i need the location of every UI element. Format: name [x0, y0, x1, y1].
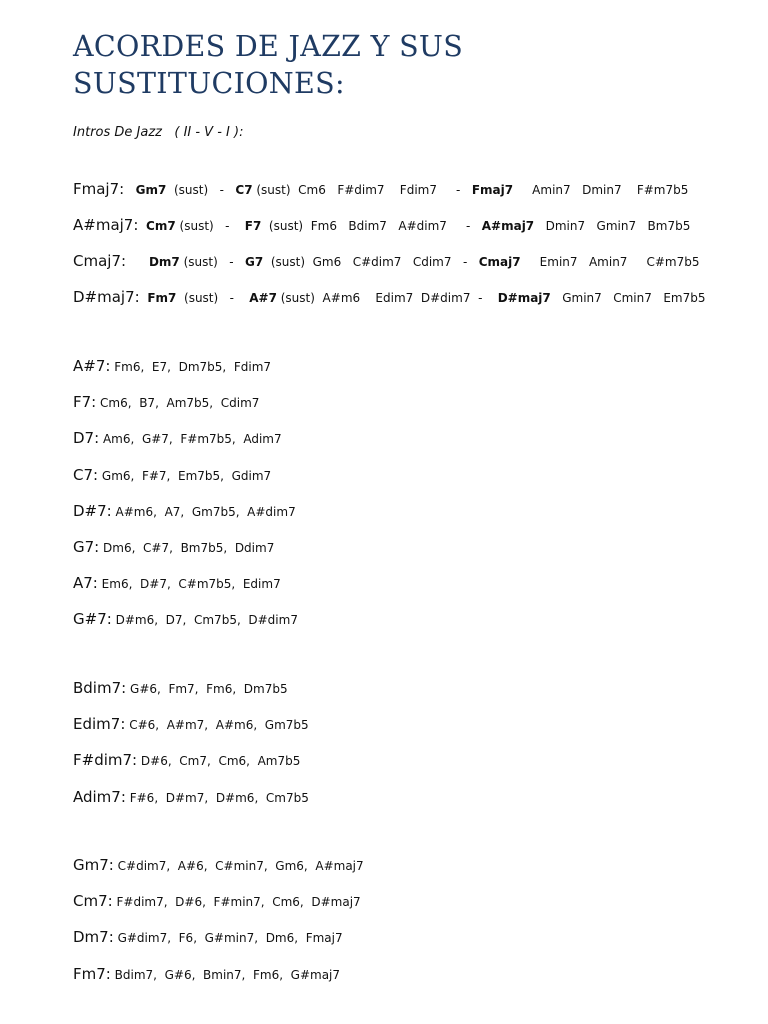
dominant-substitutions: Fm6, E7, Dm7b5, Fdim7: [110, 360, 272, 374]
intro-chord-bold: G7: [244, 255, 264, 269]
dominant-substitutions: Am6, G#7, F#m7b5, Adim7: [99, 432, 282, 447]
intro-chord-text: [126, 255, 149, 269]
dominant-substitutions: D#m6, D7, Cm7b5, D#dim7: [111, 613, 298, 628]
minor-key-chord: Cm7:: [73, 892, 113, 911]
page-title: ACORDES DE JAZZ Y SUS SUSTITUCIONES:: [73, 30, 464, 100]
intro-chord-text: Amin7 Dmin7 F#m7b5: [513, 183, 689, 197]
intro-chord-text: Emin7 Amin7 C#m7b5: [520, 255, 700, 269]
intro-key-chord: D#maj7:: [73, 288, 140, 306]
minor-key-chord: Dm7:: [73, 928, 114, 947]
minor-key-chord: Gm7:: [73, 856, 114, 874]
diminished-key-chord: Bdim7:: [73, 679, 127, 697]
dominant-line: [73, 393, 259, 411]
diminished-line: [73, 788, 309, 806]
minor-substitutions: C#dim7, A#6, C#min7, Gm6, A#maj7: [113, 859, 364, 873]
intro-chord-text: (sust) A#m6 Edim7 D#dim7 -: [276, 291, 498, 305]
intro-chord-bold: Dm7: [148, 255, 180, 269]
intro-chord-bold: Fm7: [147, 291, 177, 305]
intro-chord-text: (sust) -: [166, 183, 236, 197]
intro-chord-bold: A#maj7: [481, 219, 535, 233]
diminished-substitutions: C#6, A#m7, A#m6, Gm7b5: [125, 718, 309, 733]
diminished-key-chord: Edim7:: [73, 715, 126, 734]
dominant-line: [73, 429, 282, 447]
intro-chord-text: Gmin7 Cmin7 Em7b5: [550, 291, 706, 305]
intro-key-chord: Cmaj7:: [73, 252, 127, 270]
intro-chord-bold: Cmaj7: [478, 255, 521, 269]
dominant-key-chord: G7:: [73, 538, 100, 556]
diminished-line: [73, 715, 309, 733]
intro-line: [73, 288, 705, 306]
minor-line: [73, 856, 364, 874]
intro-chord-bold: F7: [244, 219, 262, 233]
diminished-key-chord: F#dim7:: [73, 751, 138, 770]
intro-chord-bold: A#7: [249, 291, 277, 305]
minor-substitutions: G#dim7, F6, G#min7, Dm6, Fmaj7: [113, 931, 343, 946]
dominant-line: [73, 466, 271, 484]
intro-chord-text: (sust) Cm6 F#dim7 Fdim7 -: [252, 183, 472, 197]
diminished-substitutions: D#6, Cm7, Cm6, Am7b5: [137, 754, 301, 769]
diminished-substitutions: G#6, Fm7, Fm6, Dm7b5: [126, 682, 288, 696]
intro-chord-text: [138, 219, 146, 233]
diminished-line: [73, 679, 288, 697]
minor-substitutions: F#dim7, D#6, F#min7, Cm6, D#maj7: [112, 895, 361, 910]
dominant-line: [73, 502, 296, 520]
intro-chord-text: (sust) -: [179, 255, 245, 269]
intro-chord-text: (sust) -: [175, 219, 245, 233]
intro-chord-bold: Fmaj7: [471, 183, 514, 197]
intro-subtitle: Intros De Jazz ( II - V - I ):: [73, 125, 244, 140]
intro-line: [73, 252, 700, 270]
intro-key-chord: A#maj7:: [73, 216, 139, 234]
intro-chord-bold: C7: [235, 183, 253, 197]
minor-line: [73, 928, 343, 946]
intro-chord-text: [124, 183, 135, 197]
dominant-key-chord: F7:: [73, 393, 97, 412]
intro-chord-bold: Cm7: [146, 219, 176, 233]
intro-chord-bold: Gm7: [135, 183, 167, 197]
minor-line: [73, 965, 340, 983]
intro-line: [73, 216, 690, 234]
dominant-key-chord: D7:: [73, 429, 100, 448]
intro-chord-text: (sust) -: [176, 291, 250, 305]
intro-chord-text: Dmin7 Gmin7 Bm7b5: [534, 219, 691, 233]
diminished-line: [73, 751, 300, 769]
dominant-key-chord: C7:: [73, 465, 99, 484]
minor-line: [73, 892, 361, 910]
dominant-key-chord: G#7:: [73, 610, 112, 629]
intro-chord-bold: D#maj7: [497, 291, 551, 305]
dominant-substitutions: Dm6, C#7, Bm7b5, Ddim7: [99, 541, 275, 555]
intro-chord-text: (sust) Gm6 C#dim7 Cdim7 -: [263, 255, 479, 269]
dominant-key-chord: A7:: [73, 574, 98, 593]
dominant-substitutions: Gm6, F#7, Em7b5, Gdim7: [98, 468, 272, 483]
dominant-line: [73, 610, 298, 628]
dominant-substitutions: Em6, D#7, C#m7b5, Edim7: [97, 577, 281, 592]
intro-line: [73, 180, 688, 198]
minor-substitutions: Bdim7, G#6, Bmin7, Fm6, G#maj7: [110, 967, 341, 982]
intro-key-chord: Fmaj7:: [73, 180, 125, 198]
diminished-substitutions: F#6, D#m7, D#m6, Cm7b5: [125, 790, 309, 805]
minor-key-chord: Fm7:: [73, 964, 111, 983]
dominant-key-chord: D#7:: [73, 501, 112, 520]
dominant-line: [73, 574, 281, 592]
dominant-substitutions: Cm6, B7, Am7b5, Cdim7: [96, 396, 260, 411]
dominant-line: [73, 538, 274, 556]
intro-chord-text: (sust) Fm6 Bdim7 A#dim7 -: [261, 219, 482, 233]
dominant-key-chord: A#7:: [73, 357, 111, 375]
dominant-line: [73, 357, 271, 375]
diminished-key-chord: Adim7:: [73, 787, 126, 806]
dominant-substitutions: A#m6, A7, Gm7b5, A#dim7: [111, 504, 296, 519]
